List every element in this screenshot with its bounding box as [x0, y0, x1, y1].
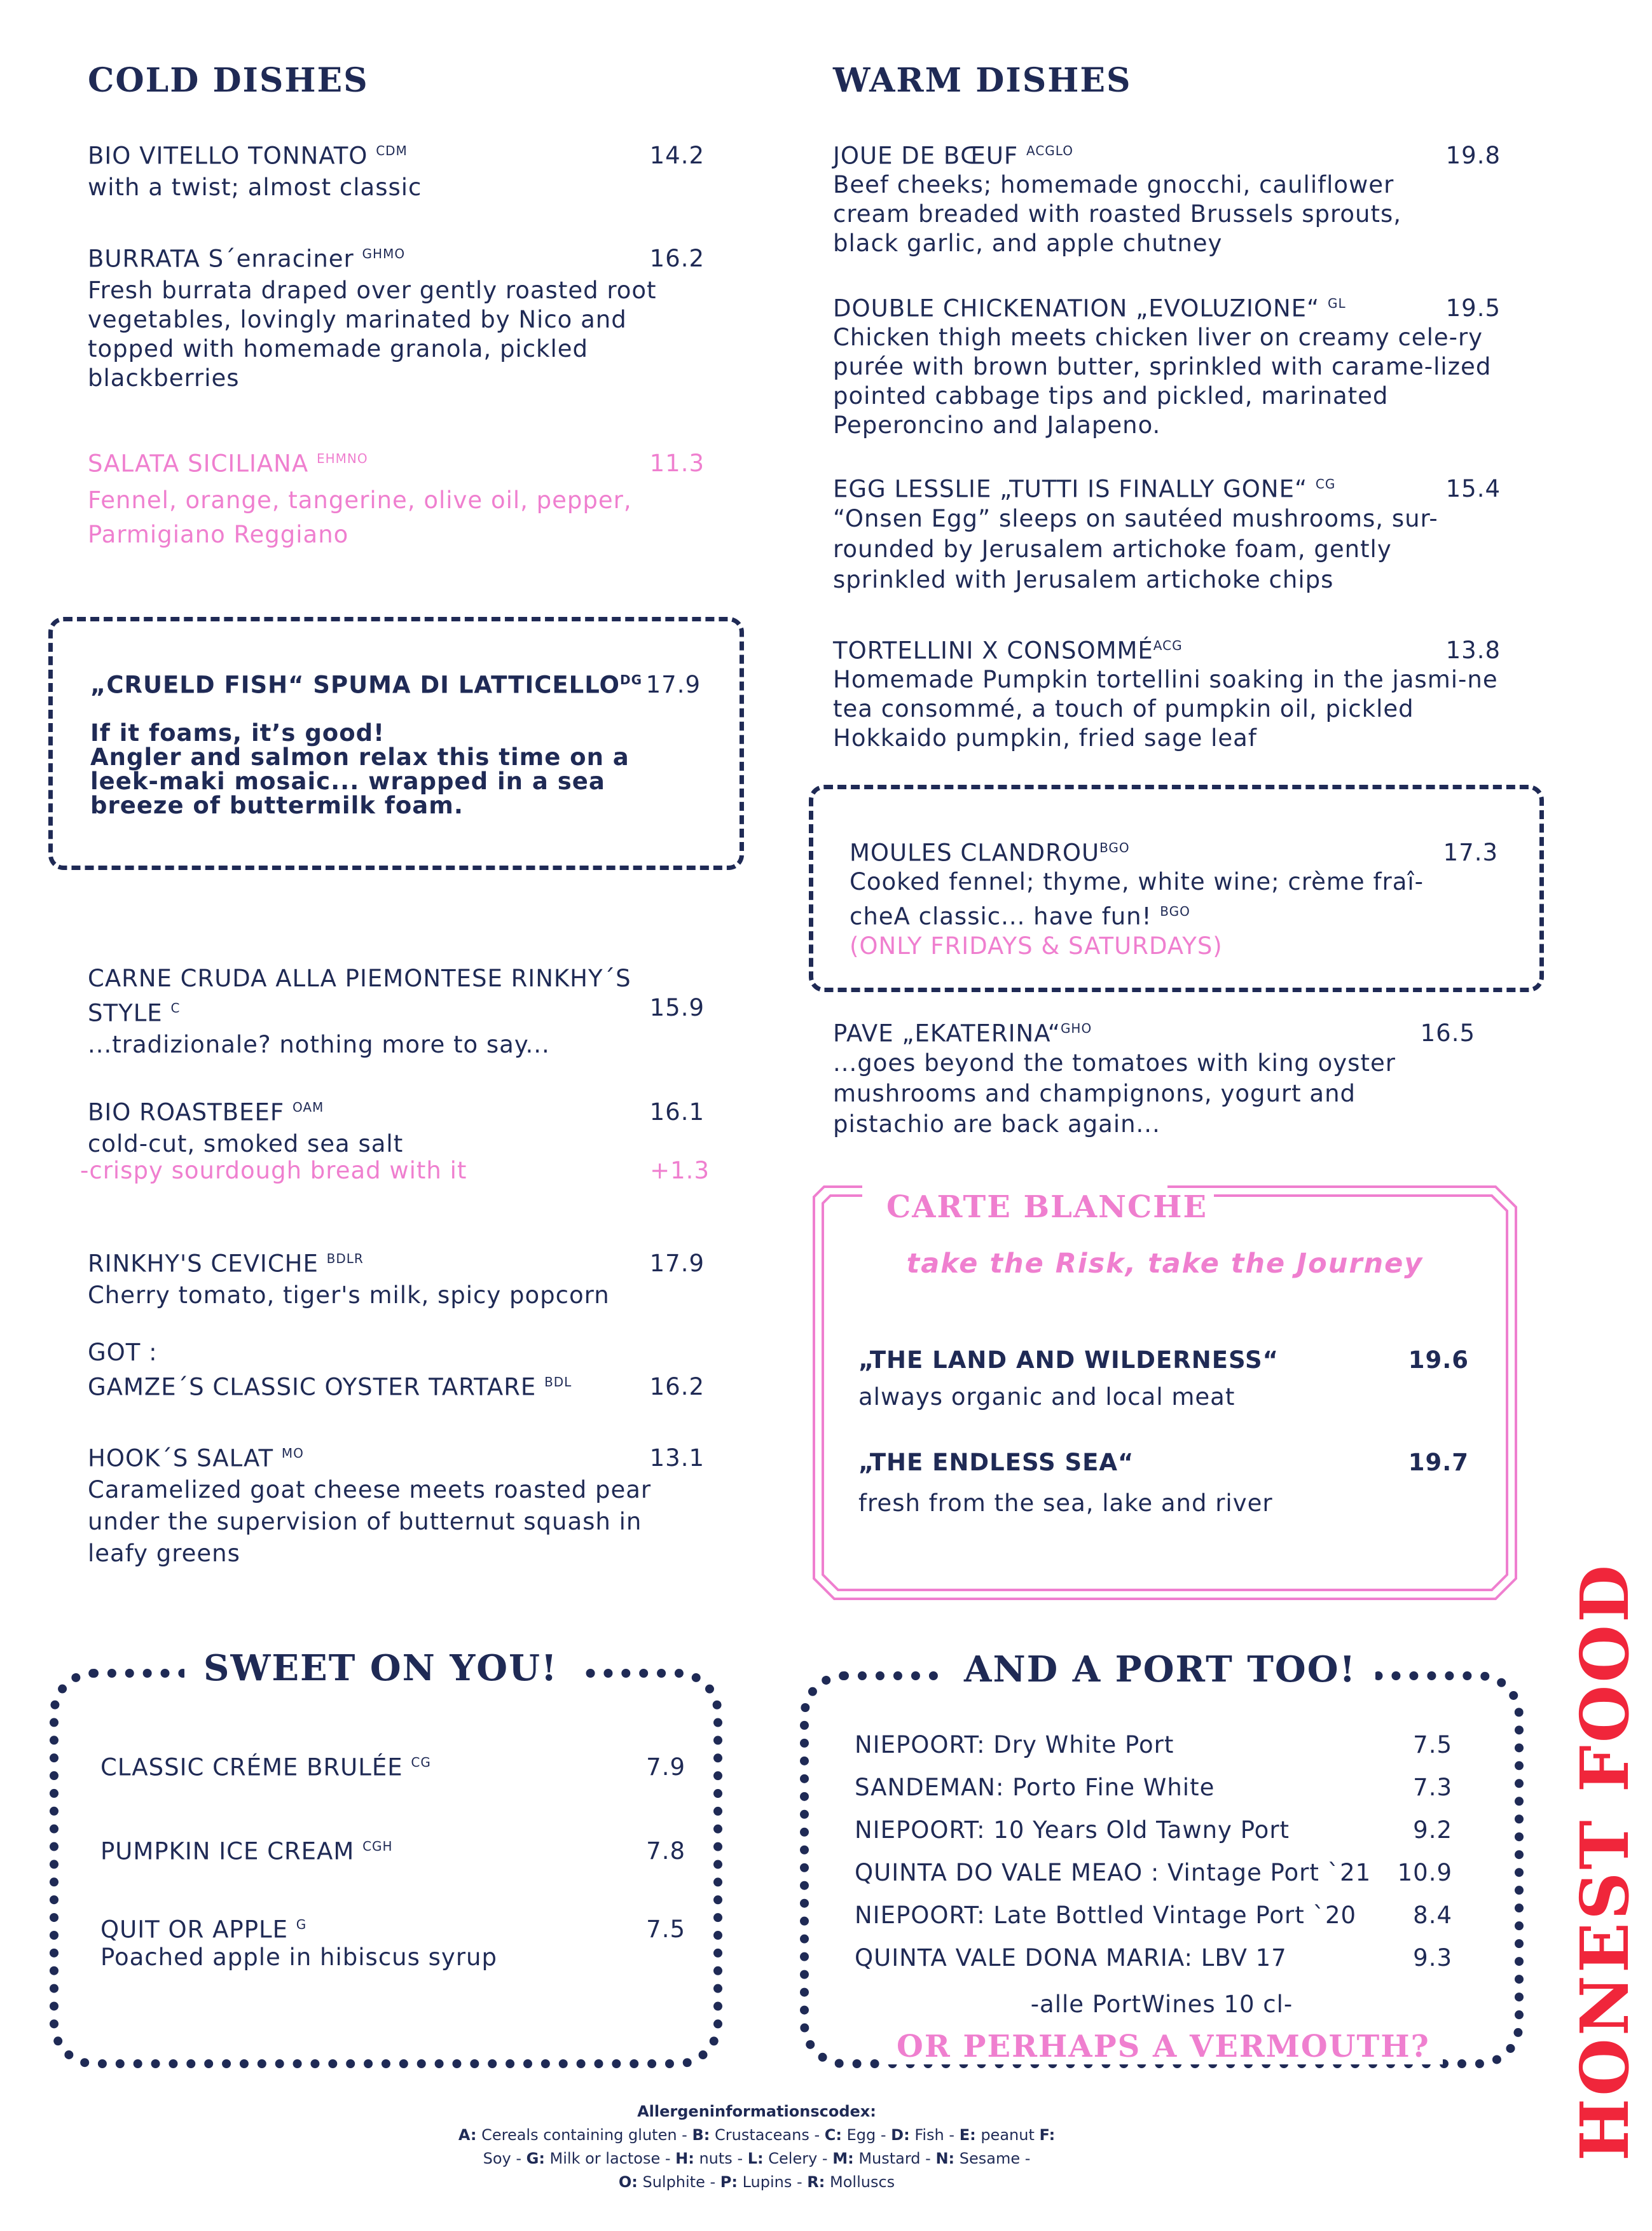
item-name: „THE ENDLESS SEA“ — [858, 1449, 1134, 1476]
vermouth-heading: OR PERHAPS A VERMOUTH? — [897, 2029, 1430, 2064]
allergen-code: MO — [281, 1446, 304, 1461]
allergen-code: CG — [411, 1755, 431, 1770]
allergen-legend-line-1: A: Cereals containing gluten - B: Crustaceans - C: Egg - D: Fish - E: peanut F: — [458, 2126, 1056, 2144]
item-name: RINKHY'S CEVICHE $^{BDLR}$ — [88, 1250, 364, 1278]
carte-blanche-subtitle: take the Risk, take the Journey — [906, 1248, 1424, 1280]
menu-item-ceviche — [88, 1244, 705, 1310]
item-price: 16.2 — [649, 1373, 705, 1401]
item-name: „CRUELD FISH“ SPUMA DI $LATTICELLO^{DG}$ — [90, 671, 642, 699]
item-price: 19.5 — [1445, 294, 1501, 322]
item-description: Poached apple in hibiscus syrup — [100, 1944, 497, 1972]
item-name: MOULES $CLANDROU^{BGO}$ — [850, 839, 1130, 867]
item-price: 13.8 — [1445, 637, 1501, 665]
item-price: 19.6 — [1408, 1346, 1469, 1374]
allergen-code: GL — [1327, 296, 1346, 311]
sweet-box — [50, 1669, 722, 2068]
item-price: 7.8 — [646, 1837, 685, 1865]
menu-item-oyster-tartare — [88, 1338, 705, 1402]
availability-note: (ONLY FRIDAYS & SATURDAYS) — [850, 932, 1223, 960]
cold-dishes-heading: COLD DISHES — [88, 61, 369, 100]
allergen-code: BGO — [1160, 904, 1190, 920]
menu-item-roastbeef — [88, 1093, 705, 1159]
item-name: TORTELLINI X $CONSOMMÉ^{ACG}$ — [833, 637, 1183, 665]
item-name: BIO VITELLO TONNATO $^{CDM}$ — [88, 142, 408, 170]
port-price: 10.9 — [1397, 1859, 1452, 1886]
item-price: 19.7 — [1408, 1449, 1469, 1476]
menu-item-double-chickenation — [833, 289, 1501, 440]
menu-item-egg-lesslie — [833, 469, 1501, 595]
allergen-code: BGO — [1099, 840, 1130, 855]
menu-item-joue-de-boeuf — [833, 136, 1501, 258]
item-description: ...goes beyond the tomatoes with king oyster mushrooms and champignons, yogurt and pistachio are back again... — [833, 1049, 1396, 1138]
port-item — [855, 1937, 1452, 1979]
allergen-legend-line-2: Soy - G: Milk or lactose - H: nuts - L: Celery - M: Mustard - N: Sesame - — [483, 2150, 1031, 2167]
item-name: PUMPKIN ICE CREAM $^{CGH}$ — [100, 1837, 393, 1865]
allergen-code: C — [170, 1000, 181, 1016]
extra-label: -crispy sourdough bread with it — [80, 1157, 467, 1184]
item-price: 7.9 — [646, 1753, 685, 1781]
port-price: 8.4 — [1413, 1902, 1452, 1929]
item-description — [90, 721, 688, 818]
allergen-legend-line-3: O: Sulphite - P: Lupins - R: Molluscs — [618, 2173, 895, 2191]
carte-blanche-heading: CARTE BLANCHE — [880, 1189, 1214, 1225]
item-description-intro: If it foams, it’s good! — [90, 719, 385, 747]
allergen-code: BDLR — [326, 1251, 364, 1266]
port-name: NIEPOORT: Dry White Port — [855, 1731, 1174, 1758]
item-price: 14.2 — [649, 142, 705, 170]
item-prefix: GOT : — [88, 1339, 158, 1366]
item-name: EGG LESSLIE „TUTTI IS FINALLY GONE“ $^{CG}$ — [833, 475, 1336, 503]
item-price: 17.3 — [1443, 839, 1498, 867]
allergen-code: CG — [1315, 476, 1336, 492]
extra-price: +1.3 — [650, 1157, 710, 1184]
item-name: GAMZE´S CLASSIC OYSTER TARTARE $^{BDL}$ — [88, 1373, 572, 1401]
port-item — [855, 1851, 1452, 1894]
item-price: 16.1 — [649, 1098, 705, 1126]
item-price: 15.9 — [649, 994, 705, 1021]
port-note: -alle PortWines 10 cl- — [1030, 1991, 1293, 2018]
menu-item-vitello — [88, 136, 705, 202]
item-price: 13.1 — [649, 1444, 705, 1472]
dessert-item-apple — [100, 1910, 685, 1972]
port-price: 7.3 — [1413, 1774, 1452, 1801]
item-price: 17.9 — [645, 671, 701, 699]
item-name: HOOK´S SALAT $^{MO}$ — [88, 1444, 304, 1472]
port-price: 7.5 — [1413, 1731, 1452, 1758]
allergen-code: CDM — [376, 143, 408, 158]
menu-item-crueld-fish — [90, 665, 701, 818]
item-price: 15.4 — [1445, 475, 1501, 503]
menu-item-carne-cruda — [88, 964, 705, 1060]
item-description: always organic and local meat — [858, 1383, 1236, 1411]
dessert-item-creme-brulee — [100, 1748, 685, 1782]
port-name: NIEPOORT: Late Bottled Vintage Port `20 — [855, 1902, 1357, 1929]
item-name: PAVE „EKATERINA“$^{GHO}$ — [833, 1019, 1092, 1047]
sweet-heading-wrap — [184, 1647, 577, 1689]
allergen-legend — [382, 2100, 1132, 2194]
port-item — [855, 1723, 1452, 1766]
port-heading-wrap — [945, 1648, 1375, 1690]
port-name: QUINTA DO VALE MEAO : Vintage Port `21 — [855, 1859, 1372, 1886]
item-name: DOUBLE CHICKENATION „EVOLUZIONE“ $^{GL}$ — [833, 294, 1346, 322]
menu-item-hooks-salat — [88, 1437, 705, 1570]
brand-honest-food: HONEST FOOD — [1566, 1562, 1644, 2161]
item-name: BIO ROASTBEEF $^{OAM}$ — [88, 1098, 324, 1126]
port-name: QUINTA VALE DONA MARIA: LBV 17 — [855, 1944, 1287, 1972]
sweet-heading: SWEET ON YOU! — [203, 1647, 558, 1689]
allergen-code: G — [296, 1917, 307, 1932]
item-price: 17.9 — [649, 1250, 705, 1278]
item-description-body: Angler and salmon relax this time on a leek-maki mosaic... wrapped in a sea breeze of buttermilk foam. — [90, 743, 630, 820]
carte-item-sea — [858, 1442, 1469, 1524]
item-description: Cooked fennel; thyme, white wine; crème fraî- — [850, 868, 1424, 896]
item-description-cont: cheA classic... have fun! $^{BGO}$ — [850, 902, 1190, 930]
allergen-code: EHMNO — [316, 451, 368, 466]
port-name: NIEPOORT: 10 Years Old Tawny Port — [855, 1816, 1290, 1844]
item-price: 16.2 — [649, 245, 705, 273]
port-list — [855, 1723, 1452, 1979]
menu-item-moules — [850, 833, 1498, 961]
allergen-code: GHO — [1060, 1021, 1092, 1036]
allergen-code: BDL — [544, 1374, 572, 1390]
item-description: with a twist; almost classic — [88, 174, 422, 202]
port-item — [855, 1894, 1452, 1937]
allergen-code: ACG — [1153, 638, 1183, 653]
item-description: Cherry tomato, tiger's milk, spicy popcorn — [88, 1281, 610, 1309]
item-name: QUIT OR APPLE $^G$ — [100, 1916, 307, 1944]
carte-item-land — [858, 1342, 1469, 1416]
item-description: Beef cheeks; homemade gnocchi, cauliflower cream breaded with roasted Brussels sprouts, black garlic, and apple chutney — [833, 171, 1402, 258]
item-description: ...tradizionale? nothing more to say... — [88, 1031, 550, 1059]
item-description: Caramelized goat cheese meets roasted pear under the supervision of butternut squash in leafy greens — [88, 1476, 652, 1568]
allergen-legend-title: Allergeninformationscodex: — [637, 2103, 876, 2120]
menu-item-salata — [88, 441, 705, 552]
item-name: „THE LAND AND WILDERNESS“ — [858, 1346, 1279, 1374]
dessert-item-pumpkin-ice — [100, 1832, 685, 1866]
allergen-code: GHMO — [362, 246, 406, 261]
item-name: CARNE CRUDA ALLA PIEMONTESE RINKHY´S STYLE $^C$ — [88, 965, 631, 1027]
item-name: CLASSIC CRÉME BRULÉE $^{CG}$ — [100, 1753, 431, 1781]
item-description: “Onsen Egg” sleeps on sautéed mushrooms, sur-rounded by Jerusalem artichoke foam, gently sprinkled with Jerusalem artichoke chips — [833, 505, 1438, 594]
item-price: 19.8 — [1445, 142, 1501, 170]
allergen-code: OAM — [292, 1100, 324, 1115]
port-item — [855, 1766, 1452, 1809]
item-name: BURRATA S´enraciner $^{GHMO}$ — [88, 245, 406, 273]
port-price: 9.2 — [1413, 1816, 1452, 1844]
allergen-code: CGH — [362, 1839, 393, 1854]
item-description: Homemade Pumpkin tortellini soaking in the jasmi-ne tea consommé, a touch of pumpkin oil, pickled Hokkaido pumpkin, fried sage leaf — [833, 666, 1498, 752]
port-heading: AND A PORT TOO! — [964, 1648, 1357, 1690]
item-description: cold-cut, smoked sea salt — [88, 1130, 404, 1158]
item-description: fresh from the sea, lake and river — [858, 1489, 1273, 1517]
item-name: JOUE DE BŒUF $^{ACGLO}$ — [833, 142, 1073, 170]
vermouth-wrap — [884, 2029, 1443, 2064]
item-price: 16.5 — [1420, 1019, 1475, 1047]
port-item — [855, 1809, 1452, 1851]
port-price: 9.3 — [1413, 1944, 1452, 1972]
menu-item-pave — [833, 1014, 1475, 1140]
allergen-code: DG — [619, 672, 642, 687]
item-description: Fresh burrata draped over gently roasted root vegetables, lovingly marinated by Nico and topped with homemade granola, pickled blackberries — [88, 277, 657, 392]
item-name: SALATA SICILIANA $^{EHMNO}$ — [88, 450, 368, 478]
item-price: 7.5 — [646, 1916, 685, 1944]
menu-item-tortellini — [833, 631, 1501, 753]
port-name: SANDEMAN: Porto Fine White — [855, 1774, 1215, 1801]
item-price: 11.3 — [649, 450, 705, 478]
item-description: Fennel, orange, tangerine, olive oil, pepper, Parmigiano Reggiano — [88, 487, 632, 549]
menu-item-roastbeef-extra — [80, 1156, 710, 1185]
warm-dishes-heading: WARM DISHES — [833, 61, 1132, 100]
menu-item-burrata — [88, 239, 705, 393]
allergen-code: ACGLO — [1026, 143, 1073, 158]
item-description: Chicken thigh meets chicken liver on creamy cele-ry purée with brown butter, sprinkled with carame-lized pointed cabbage tips and pickled, marinated Peperoncino and Jalapeno. — [833, 324, 1492, 439]
